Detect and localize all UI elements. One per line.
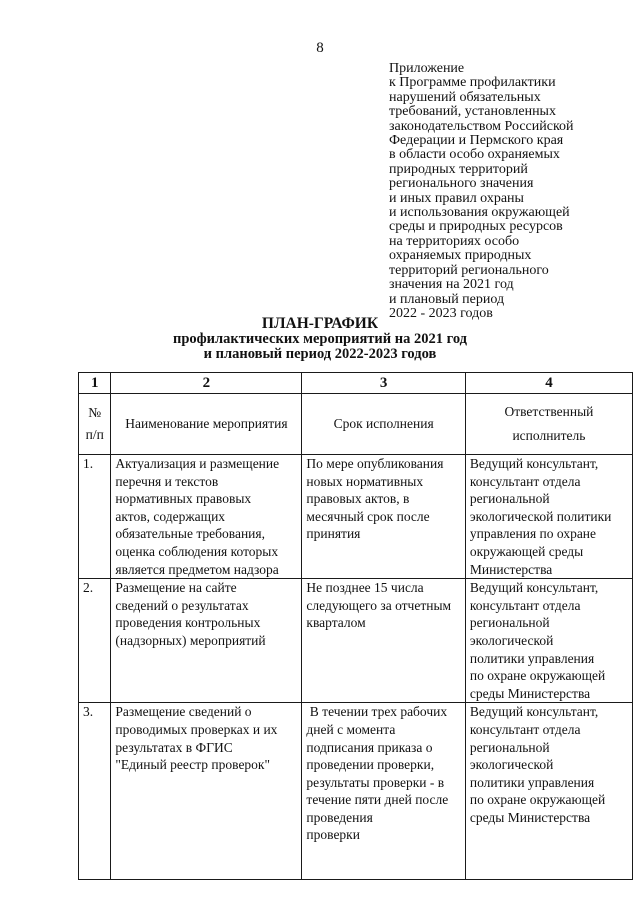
table-row <box>79 579 633 703</box>
name-line: Актуализация и размещение <box>115 456 280 471</box>
deadline-line: течение пяти дней после <box>306 792 449 808</box>
column-number-4: 4 <box>465 373 632 394</box>
name-line: Размещение на сайте <box>115 580 237 596</box>
appendix-line: 2022 - 2023 годов <box>389 305 493 321</box>
appendix-line: среды и природных ресурсов <box>389 219 563 235</box>
deadline-line: В течении трех рабочих <box>306 704 448 720</box>
responsible-line: окружающей среды <box>469 543 584 559</box>
header-responsible <box>465 394 632 455</box>
responsible-line: Министерства <box>469 561 553 577</box>
table-row <box>79 703 633 880</box>
row-number: 2. <box>79 579 111 703</box>
name-line: Размещение сведений о <box>115 704 252 720</box>
appendix-line: и иных правил охраны <box>389 190 524 206</box>
name-line: оценка соблюдения которых <box>115 543 279 559</box>
table-row <box>79 455 633 579</box>
title-line-1: ПЛАН-ГРАФИК <box>261 315 379 332</box>
appendix-line: к Программе профилактики <box>389 75 556 91</box>
header-responsible-line-2: исполнитель <box>512 428 586 443</box>
deadline-line: проведении проверки, <box>306 757 435 773</box>
row-deadline <box>302 455 465 579</box>
deadline-line: дней с момента <box>306 721 396 737</box>
name-line: актов, содержащих <box>115 508 226 524</box>
name-line: перечня и текстов <box>115 473 219 489</box>
deadline-line: проверки <box>306 827 360 843</box>
appendix-line: в области особо охраняемых <box>389 147 560 163</box>
appendix-line: Федерации и Пермского края <box>389 133 564 149</box>
responsible-line: по охране окружающей <box>469 668 606 684</box>
title-line-3: и плановый период 2022-2023 годов <box>203 345 437 362</box>
row-responsible <box>465 703 632 880</box>
plan-schedule-table <box>78 372 633 880</box>
appendix-line: и плановый период <box>389 291 505 307</box>
row-responsible <box>465 455 632 579</box>
responsible-line: Ведущий консультант, <box>469 704 599 720</box>
deadline-line: правовых актов, в <box>306 491 410 507</box>
page-number: 8 <box>316 40 324 56</box>
appendix-line: на территориях особо <box>389 233 520 249</box>
appendix-line: охраняемых природных <box>389 248 532 264</box>
responsible-line: экологической политики <box>469 508 612 524</box>
name-line: проведения контрольных <box>115 615 261 631</box>
header-num-symbol: № <box>88 405 102 420</box>
responsible-line: Ведущий консультант, <box>469 580 599 596</box>
header-num-label: п/п <box>85 427 104 442</box>
deadline-line: Не позднее 15 числа <box>306 580 424 596</box>
appendix-note <box>389 62 629 321</box>
name-line: обязательные требования, <box>115 526 265 542</box>
appendix-line: природных территорий <box>389 161 528 177</box>
deadline-line: результаты проверки - в <box>306 774 445 790</box>
row-number: 1. <box>79 455 111 579</box>
row-responsible <box>465 579 632 703</box>
name-line: сведений о результатах <box>115 597 249 613</box>
appendix-line: значения на 2021 год <box>389 277 514 293</box>
responsible-line: экологической <box>469 757 554 773</box>
name-line: "Единый реестр проверок" <box>115 757 270 773</box>
deadline-line: принятия <box>306 526 361 542</box>
responsible-line: региональной <box>469 491 550 507</box>
title-line-2: профилактических мероприятий на 2021 год <box>172 331 468 347</box>
header-deadline: Срок исполнения <box>302 394 465 455</box>
responsible-line: консультант отдела <box>469 597 581 613</box>
deadline-line: По мере опубликования <box>306 456 444 471</box>
appendix-line: и использования окружающей <box>389 205 570 221</box>
deadline-line: месячный срок после <box>306 508 430 524</box>
appendix-line: Приложение <box>389 61 465 76</box>
responsible-line: политики управления <box>469 650 595 666</box>
responsible-line: консультант отдела <box>469 473 581 489</box>
responsible-line: экологической <box>469 632 554 648</box>
header-num <box>79 394 111 455</box>
deadline-line: следующего за отчетным <box>306 597 452 613</box>
responsible-line: региональной <box>469 739 550 755</box>
row-number: 3. <box>79 703 111 880</box>
header-name: Наименование мероприятия <box>111 394 302 455</box>
name-line: нормативных правовых <box>115 491 252 507</box>
row-name <box>111 579 302 703</box>
deadline-line: новых нормативных <box>306 473 424 489</box>
deadline-line: проведения <box>306 809 373 825</box>
deadline-line: кварталом <box>306 615 366 631</box>
responsible-line: управления по охране <box>469 526 597 542</box>
responsible-line: региональной <box>469 615 550 631</box>
column-number-row <box>79 373 633 394</box>
row-deadline <box>302 703 465 880</box>
responsible-line: среды Министерства <box>469 809 591 825</box>
deadline-line: подписания приказа о <box>306 739 433 755</box>
name-line: проводимых проверках и их <box>115 721 278 737</box>
appendix-line: законодательством Российской <box>389 118 574 134</box>
appendix-line: регионального значения <box>389 176 534 192</box>
row-deadline <box>302 579 465 703</box>
appendix-line: нарушений обязательных <box>389 89 541 105</box>
name-line: результатах в ФГИС <box>115 739 233 755</box>
responsible-line: консультант отдела <box>469 721 581 737</box>
header-responsible-line-1: Ответственный <box>504 404 594 419</box>
column-number-3: 3 <box>302 373 465 394</box>
responsible-line: среды Министерства <box>469 685 591 701</box>
name-line: (надзорных) мероприятий <box>115 632 266 648</box>
column-number-2: 2 <box>111 373 302 394</box>
responsible-line: по охране окружающей <box>469 792 606 808</box>
appendix-line: территорий регионального <box>389 262 549 278</box>
row-name <box>111 455 302 579</box>
row-name <box>111 703 302 880</box>
header-row <box>79 394 633 455</box>
document-title <box>0 316 640 361</box>
column-number-1: 1 <box>79 373 111 394</box>
responsible-line: Ведущий консультант, <box>469 456 599 471</box>
name-line: является предметом надзора <box>115 561 279 577</box>
appendix-line: требований, установленных <box>389 104 556 120</box>
responsible-line: политики управления <box>469 774 595 790</box>
